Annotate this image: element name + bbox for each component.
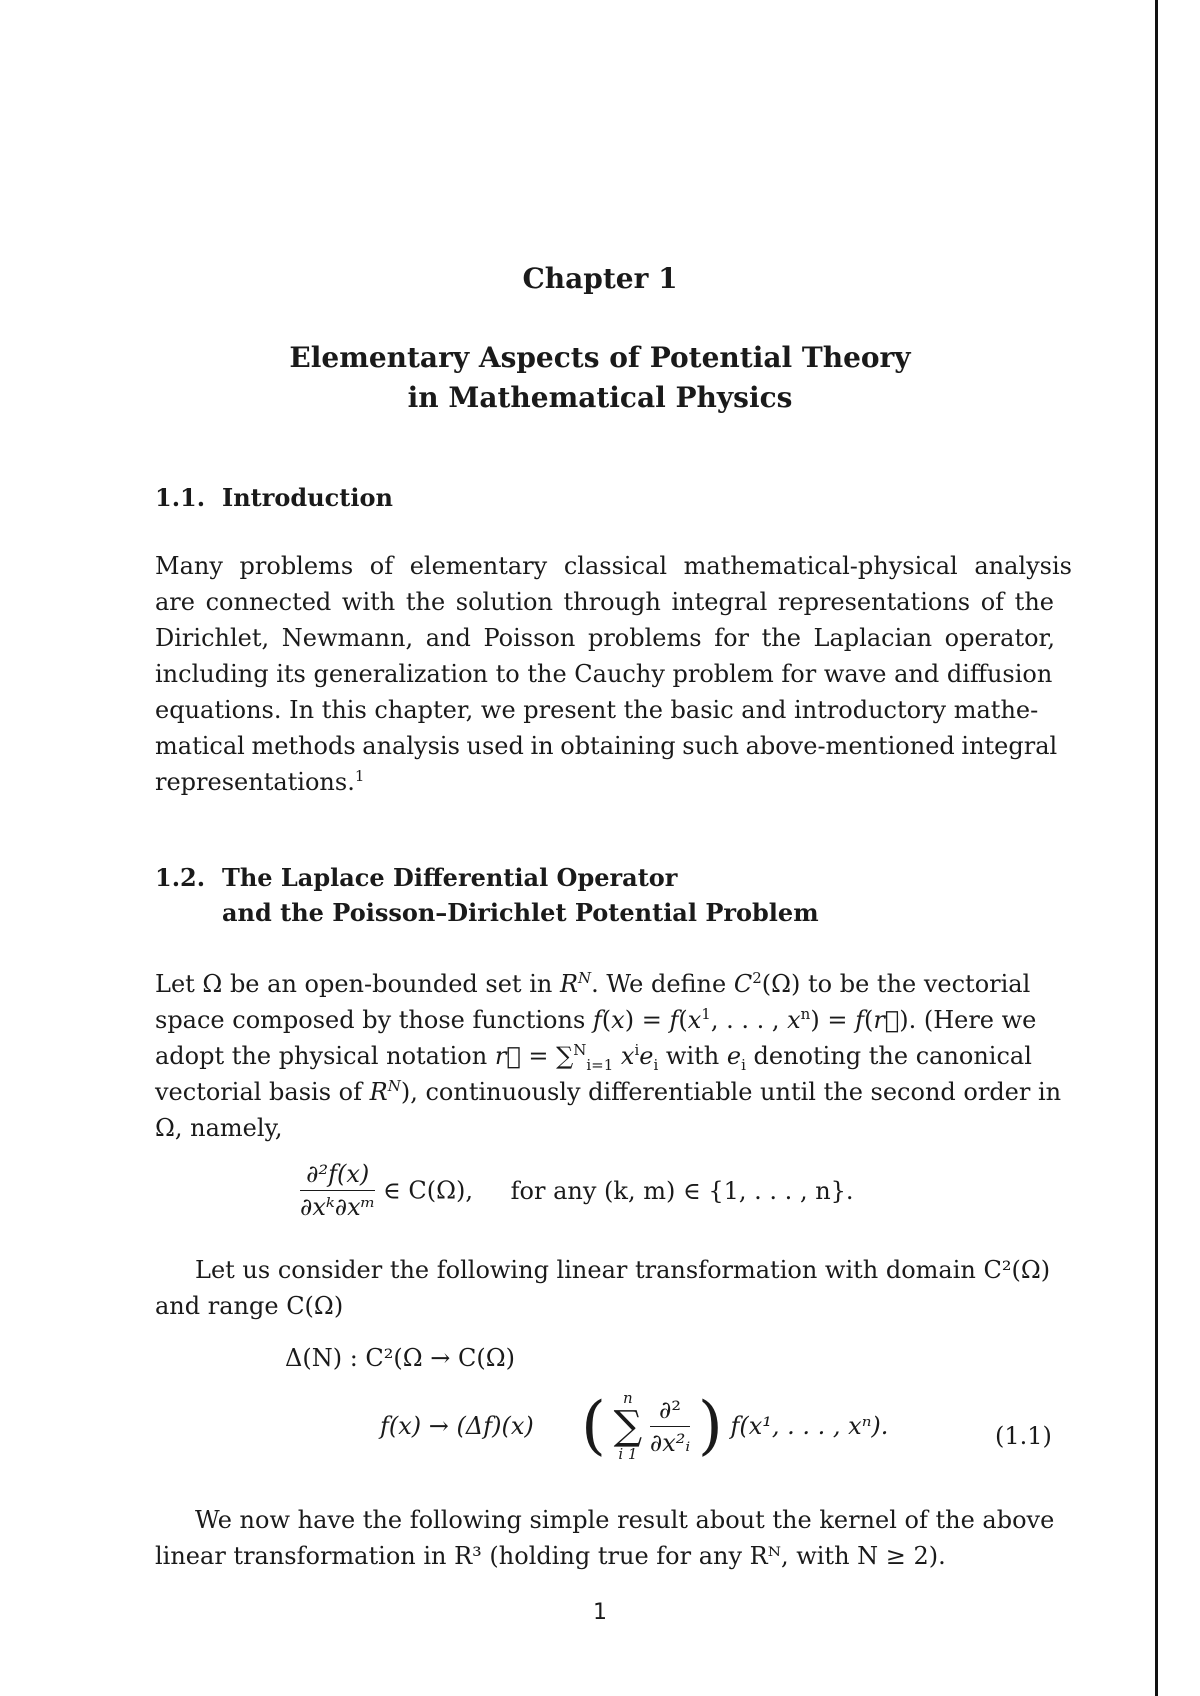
chapter-title — [0, 338, 1200, 418]
paragraph-line: equations. In this chapter, we present the basic and introductory mathe- — [155, 696, 1039, 724]
section-title-line-1: The Laplace Differential Operator — [222, 863, 678, 892]
paragraph-line: space composed by those functions $f(x) = f(x^1$, . . . , $x^n$) = f(r⃗). (Here we — [155, 1005, 1037, 1034]
section-number: 1.1. — [155, 483, 206, 512]
paragraph-line: including its generalization to the Cauchy problem for wave and diffusion — [155, 660, 1053, 688]
text-run: vectorial basis of — [155, 1078, 370, 1106]
equation-rhs: ∈ C(Ω), — [383, 1176, 474, 1205]
chapter-title-line-1: Elementary Aspects of Potential Theory — [289, 341, 911, 374]
partial-denominator: ∂x²ᵢ — [649, 1428, 691, 1457]
section-title-line-2: and the Poisson–Dirichlet Potential Problem — [222, 898, 819, 927]
paragraph-line: adopt the physical notation r⃗ = ∑$^N_{i=1}$ $x^ie_i$ with $e_i$ denoting the canonical — [155, 1041, 1032, 1074]
paragraph-line: are connected with the solution through integral representations of the — [155, 588, 1054, 616]
math-notation: r⃗ = — [494, 1042, 557, 1070]
section-title: Introduction — [222, 483, 393, 512]
right-paren: ) — [697, 1389, 723, 1463]
paragraph-line: Ω, namely, — [155, 1114, 283, 1142]
chapter-title-line-2: in Mathematical Physics — [407, 381, 793, 414]
paragraph-line: matical methods analysis used in obtaining such above-mentioned integral — [155, 732, 1058, 760]
text-run: . (Here we — [908, 1006, 1037, 1034]
kernel-paragraph — [155, 1502, 1055, 1574]
paragraph-line — [155, 1074, 1062, 1110]
paragraph-line: Dirichlet, Newmann, and Poisson problems for the Laplacian operator, — [155, 624, 1056, 652]
math-function: f — [592, 1006, 602, 1034]
chapter-label: Chapter 1 — [522, 262, 678, 295]
text-run: denoting the canonical — [745, 1042, 1032, 1070]
paragraph-line-text: representations. — [155, 768, 355, 796]
text-run: adopt the physical notation — [155, 1042, 495, 1070]
text-run: space composed by those functions — [155, 1006, 593, 1034]
section-number: 1.2. — [155, 863, 206, 892]
equation-laplacian-map: Δ(N) : C²(Ω → C(Ω) — [285, 1344, 516, 1372]
paragraph-line: and range C(Ω) — [155, 1292, 344, 1320]
paragraph-line: We now have the following simple result about the kernel of the above — [195, 1506, 1055, 1534]
math-RN: $R^N$ — [559, 969, 592, 998]
fraction-numerator: ∂²f(x) — [300, 1160, 375, 1191]
paragraph-line-last — [155, 764, 1050, 800]
definition-paragraph — [155, 966, 1062, 1146]
sum-lower-limit: i 1 — [618, 1445, 638, 1463]
equation-condition: for any (k, m) ∈ {1, . . . , n}. — [510, 1176, 854, 1205]
text-run: to be the vectorial — [800, 970, 1031, 998]
paragraph-line: Many problems of elementary classical mathematical-physical analysis — [155, 552, 1072, 580]
paragraph-line: Let us consider the following linear transformation with domain C²(Ω) — [195, 1256, 1051, 1284]
partial-fraction — [650, 1396, 690, 1457]
sum-upper-limit: n — [623, 1389, 633, 1407]
text-run: Let Ω be an open-bounded set in — [155, 970, 560, 998]
equation-lhs: f(x) → (Δf)(x) — [380, 1412, 534, 1440]
equation-laplacian-definition — [380, 1390, 888, 1462]
math-RN: $R^N$ — [369, 1077, 401, 1106]
text-run: . We define — [591, 970, 734, 998]
equation-number: (1.1) — [995, 1422, 1052, 1450]
page-number: 1 — [593, 1600, 607, 1625]
left-paren: ( — [581, 1389, 606, 1463]
text-run: ), continuously differentiable until the second order in — [400, 1078, 1062, 1106]
sum-operator — [614, 1390, 643, 1462]
introduction-paragraph — [155, 548, 1072, 800]
footnote-marker[interactable]: 1 — [354, 767, 365, 785]
fraction — [300, 1160, 375, 1221]
math-C2: C — [733, 970, 753, 998]
section-heading-introduction — [155, 480, 393, 515]
partial-numerator: ∂² — [650, 1396, 690, 1427]
text-run: with — [658, 1042, 727, 1070]
paragraph-line: Let Ω be an open-bounded set in $R^N$. We define $C^2(\Omega)$ to be the vectorial — [155, 969, 1031, 998]
paragraph-line: linear transformation in R³ (holding true for any Rᴺ, with N ≥ 2). — [155, 1542, 946, 1570]
equation-tail: f(x¹, . . . , xⁿ). — [730, 1412, 889, 1440]
section-heading-laplace — [155, 860, 819, 930]
fraction-denominator: ∂xᵏ∂xᵐ — [300, 1193, 376, 1221]
equation-second-derivative — [300, 1160, 1000, 1230]
sigma-symbol: ∑ — [613, 1403, 643, 1449]
transformation-paragraph — [155, 1252, 1050, 1324]
